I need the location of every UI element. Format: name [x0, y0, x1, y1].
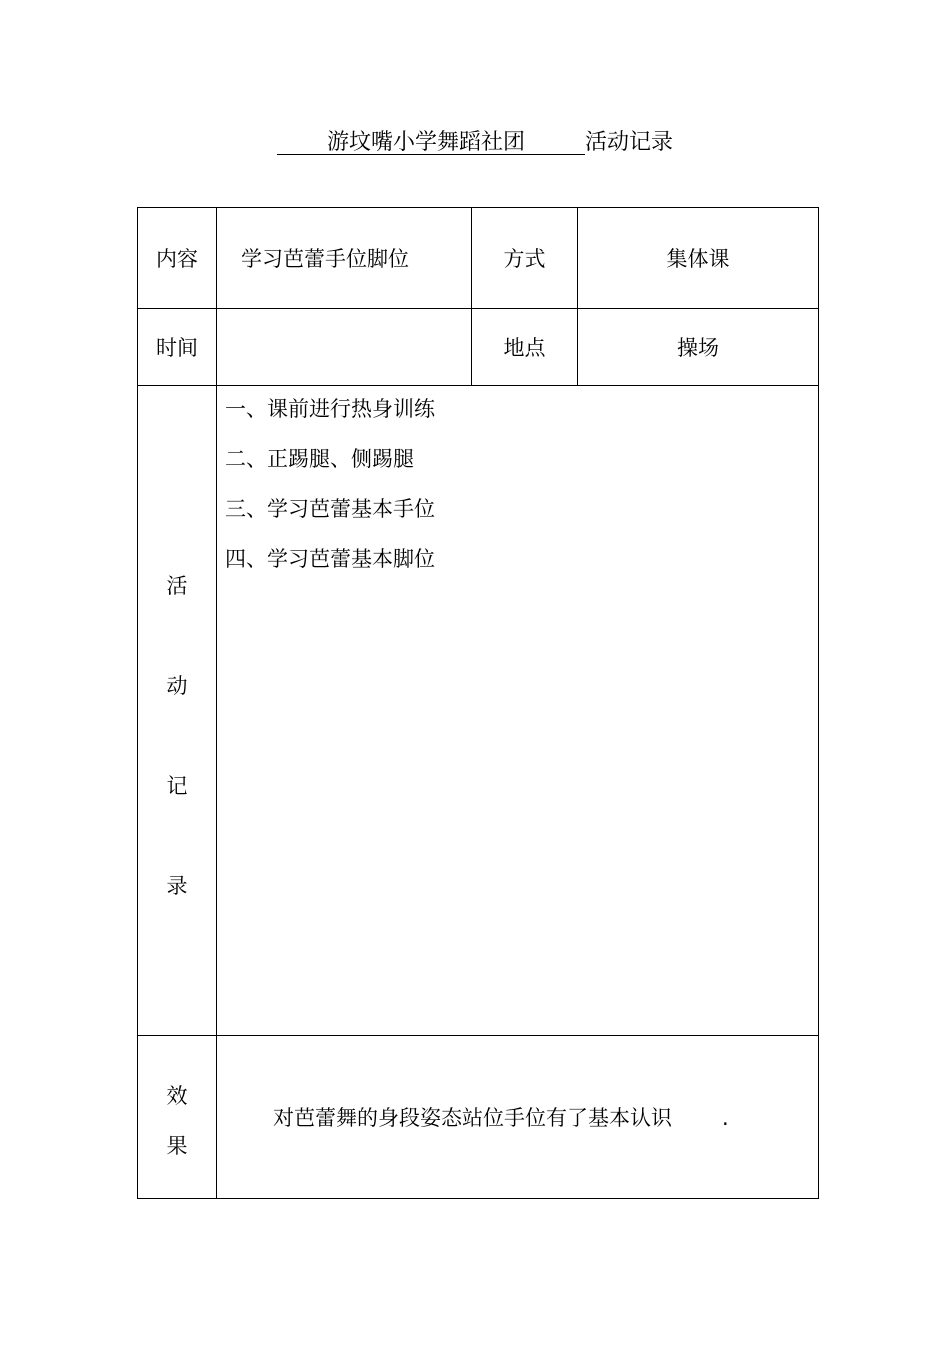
document-title — [0, 128, 950, 158]
title-suffix: 活动记录 — [585, 130, 674, 155]
effect-trailing-mark: . — [722, 1106, 729, 1130]
list-item: 二、正踢腿、侧踢腿 — [225, 447, 414, 471]
effect-label-char: 效 — [166, 1084, 188, 1108]
effect-text: 对芭蕾舞的身段姿态站位手位有了基本认识 — [273, 1106, 672, 1130]
title-blank-before — [277, 128, 327, 155]
time-value — [217, 309, 472, 386]
record-label-char: 动 — [166, 674, 188, 698]
record-label-char: 记 — [166, 774, 188, 798]
method-label: 方式 — [472, 208, 578, 309]
record-label-char: 录 — [166, 874, 188, 898]
effect-label — [138, 1036, 217, 1199]
table-row-effect — [138, 1036, 819, 1199]
content-label: 内容 — [138, 208, 217, 309]
place-label: 地点 — [472, 309, 578, 386]
effect-label-char: 果 — [166, 1134, 188, 1158]
time-label: 时间 — [138, 309, 217, 386]
place-value: 操场 — [578, 309, 819, 386]
record-list — [217, 386, 819, 1036]
content-value: 学习芭蕾手位脚位 — [217, 208, 472, 309]
table-row-record — [138, 386, 819, 1036]
list-item: 四、学习芭蕾基本脚位 — [225, 547, 435, 571]
method-value: 集体课 — [578, 208, 819, 309]
list-item: 一、课前进行热身训练 — [225, 397, 435, 421]
title-blank-after — [525, 128, 585, 155]
activity-record-table — [137, 207, 819, 1199]
effect-content — [217, 1036, 819, 1199]
table-row-content — [138, 208, 819, 309]
record-label-char: 活 — [166, 574, 188, 598]
list-item: 三、学习芭蕾基本手位 — [225, 497, 435, 521]
title-org-name: 游坟嘴小学舞蹈社团 — [326, 130, 525, 155]
table-row-time — [138, 309, 819, 386]
record-label — [138, 386, 217, 1036]
